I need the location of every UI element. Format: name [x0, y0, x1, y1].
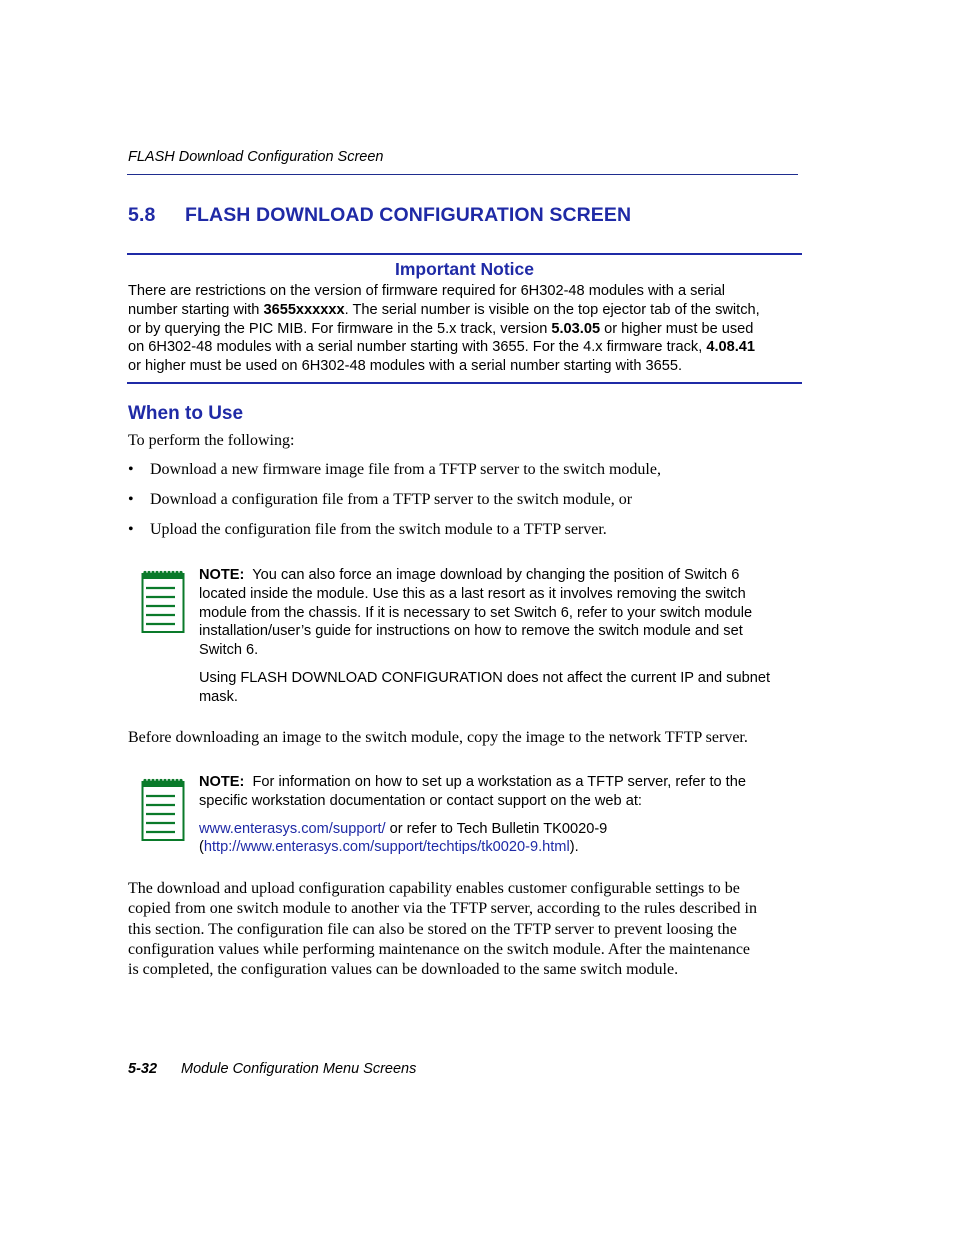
intro-text: To perform the following: — [128, 432, 295, 449]
note-label: NOTE: — [199, 567, 245, 583]
section-number: 5.8 — [128, 204, 156, 226]
notice-line: on 6H302-48 modules with a serial number starting with 3655. For the 4.x firmware track, 4.08.41 — [128, 339, 756, 356]
note-1: NOTE: You can also force an image download by changing the position of Switch 6 located inside the module. Use this as a last resort as it involves removing the switch module from the chassis. If it is necessary to set Switch 6, refer to your switch module installation/user’s guide for instructions on how to remove the switch module and set Switch 6. Using FLASH DOWNLOAD CONFIGURATION does not affect the current IP and subnet mask. — [199, 567, 770, 705]
section-title-text: FLASH DOWNLOAD CONFIGURATION SCREEN — [185, 204, 632, 226]
bullet-dot: • — [128, 491, 134, 508]
notice-body — [128, 282, 818, 376]
notice-top-rule — [127, 253, 802, 255]
before-download-paragraph: Before downloading an image to the switch module, copy the image to the network TFTP server. — [128, 729, 748, 746]
section-title — [128, 204, 631, 227]
notice-bottom-rule — [127, 382, 802, 384]
notice-line: or by querying the PIC MIB. For firmware in the 5.x track, version 5.03.05 or higher must be used — [128, 320, 754, 337]
page-footer — [128, 1061, 416, 1077]
tech-bulletin-link[interactable]: http://www.enterasys.com/support/techtips/tk0020-9.html — [203, 839, 570, 856]
bullet-item: • Download a configuration file from a TFTP server to the switch module, or — [128, 491, 633, 508]
notepad-icon — [141, 778, 185, 842]
note-label: NOTE: — [199, 774, 245, 790]
header-rule — [127, 174, 798, 175]
notice-title: Important Notice — [394, 259, 535, 279]
footer-chapter-title: Module Configuration Menu Screens — [181, 1061, 417, 1077]
running-header: FLASH Download Configuration Screen — [128, 149, 384, 165]
enterasys-support-link[interactable]: www.enterasys.com/support/ — [199, 820, 386, 837]
bullet-item: • Download a new firmware image file from a TFTP server to the switch module, — [128, 461, 661, 478]
closing-paragraph: The download and upload configuration capability enables customer configurable settings to be copied from one switch module to another via the TFTP server, according to the rules described in this section. The configuration file can also be stored on the TFTP server to prevent loosing the configuration values while performing maintenance on the switch module. After the maintenance is completed, the configuration values can be downloaded to the same switch module. — [128, 880, 757, 979]
bullet-dot: • — [128, 521, 134, 538]
firmware-version-5x: 5.03.05 — [551, 320, 601, 337]
when-to-use-heading: When to Use — [128, 403, 244, 424]
serial-prefix: 3655xxxxxx — [263, 301, 345, 318]
bullet-dot: • — [128, 461, 134, 478]
note-2: NOTE: For information on how to set up a workstation as a TFTP server, refer to the specific workstation documentation or contact support on the web at: www.enterasys.com/support/ or refer to Tech Bulletin TK0020-9 (http://www.enterasys.com/support/techtips/tk0020-9.html). — [199, 774, 746, 856]
bullet-item: • Upload the configuration file from the switch module to a TFTP server. — [128, 521, 607, 538]
notice-line: number starting with 3655xxxxxx. The serial number is visible on the top ejector tab of the switch, — [128, 301, 760, 318]
notice-line: There are restrictions on the version of firmware required for 6H302-48 modules with a serial — [128, 283, 725, 299]
page-number: 5-32 — [128, 1061, 158, 1077]
firmware-version-4x: 4.08.41 — [706, 339, 756, 356]
notice-line: or higher must be used on 6H302-48 modules with a serial number starting with 3655. — [128, 358, 683, 375]
notepad-icon — [141, 570, 185, 634]
